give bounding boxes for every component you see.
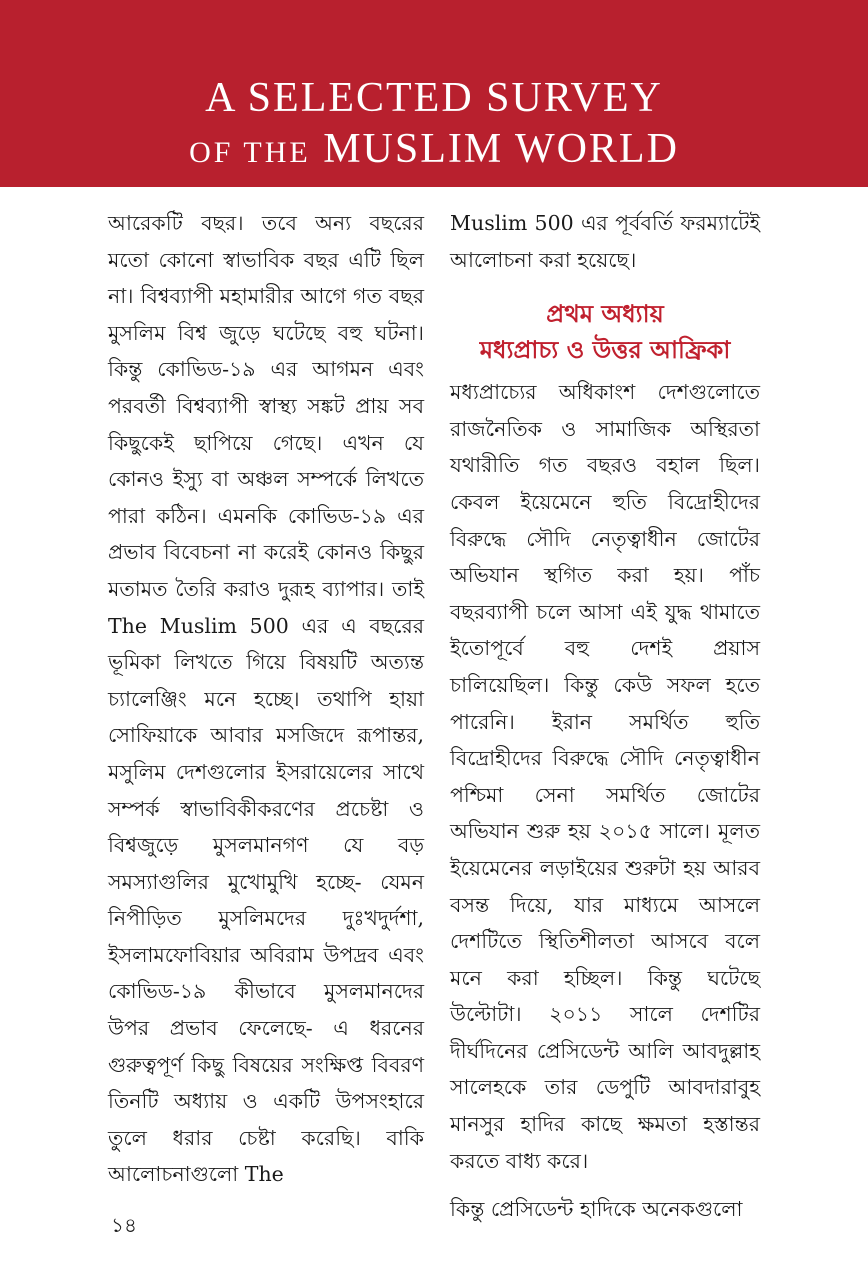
header-title-small-caps: OF THE [189,136,311,169]
chapter-title: প্রথম অধ্যায় [546,299,664,329]
header-title-large: MUSLIM WORLD [323,126,679,172]
body-paragraph: কিন্তু প্রেসিডেন্ট হাদিকে অনেকগুলো [450,1197,743,1222]
header-banner [0,0,868,187]
left-column [108,205,424,1193]
page-number: ১৪ [111,1213,137,1237]
header-title-line2 [0,125,868,177]
right-column [450,205,760,1228]
body-paragraph: আরেকটি বছর। তবে অন্য বছরের মতো কোনো স্বাভাবিক বছর এটি ছিল না। বিশ্বব্যাপী মহামারীর আগে গত বছর মুসলিম বিশ্ব জুড়ে ঘটেছে বহু ঘটনা। কিন্তু কোভিড-১৯ এর আগমন এবং পরবর্তী বিশ্বব্যাপী স্বাস্থ্য সঙ্কট প্রায় সব কিছুকেই ছাপিয়ে গেছে। এখন যে কোনও ইস্যু বা অঞ্চল সম্পর্কে লিখতে পারা কঠিন। এমনকি কোভিড-১৯ এর প্রভাব বিবেচনা না করেই কোনও কিছুর মতামত তৈরি করাও দুরূহ ব্যাপার। তাই The Muslim 500 এর এ বছরের ভূমিকা লিখতে গিয়ে বিষয়টি অত্যন্ত চ্যালেঞ্জিং মনে হচ্ছে। তথাপি হায়া সোফিয়াকে আবার মসজিদে রূপান্তর, মসুলিম দেশগুলোর ইসরায়েলের সাথে সম্পর্ক স্বাভাবিকীকরণের প্রচেষ্টা ও বিশ্বজুড়ে মুসলমানগণ যে বড় সমস্যাগুলির মুখোমুখি হচ্ছে- যেমন নিপীড়িত মুসলিমদের দুঃখদুর্দশা, ইসলামফোবিয়ার অবিরাম উপদ্রব এবং কোভিড-১৯ কীভাবে মুসলমানদের উপর প্রভাব ফেলেছে- এ ধরনের গুরুত্বপূর্ণ কিছু বিষয়ের সংক্ষিপ্ত বিবরণ তিনটি অধ্যায় ও একটি উপসংহারে তুলে ধরার চেষ্টা করেছি। বাকি আলোচনাগুলো The [108,211,424,1187]
continued-paragraph: Muslim 500 এর পূর্ববর্তি ফরম্যাটেই আলোচনা করা হয়েছে। [450,211,760,272]
chapter-heading [450,296,760,368]
chapter-subtitle: মধ্যপ্রাচ্য ও উত্তর আফ্রিকা [479,335,731,365]
body-paragraph: মধ্যপ্রাচ্যের অধিকাংশ দেশগুলোতে রাজনৈতিক ও সামাজিক অস্থিরতা যথারীতি গত বছরও বহাল ছিল। কেবল ইয়েমেনে হুতি বিদ্রোহীদের বিরুদ্ধে সৌদি নেতৃত্বাধীন জোটের অভিযান স্থগিত করা হয়। পাঁচ বছরব্যাপী চলে আসা এই যুদ্ধ থামাতে ইতোপূর্বে বহু দেশই প্রয়াস চালিয়েছিল। কিন্তু কেউ সফল হতে পারেনি। ইরান সমর্থিত হুতি বিদ্রোহীদের বিরুদ্ধে সৌদি নেতৃত্বাধীন পশ্চিমা সেনা সমর্থিত জোটের অভিযান শুরু হয় ২০১৫ সালে। মূলত ইয়েমেনের লড়াইয়ের শুরুটা হয় আরব বসন্ত দিয়ে, যার মাধ্যমে আসলে দেশটিতে স্থিতিশীলতা আসবে বলে মনে করা হচ্ছিল। কিন্তু ঘটেছে উল্টোটা। ২০১১ সালে দেশটির দীর্ঘদিনের প্রেসিডেন্ট আলি আবদুল্লাহ সালেহকে তার ডেপুটি আবদারাবুহ মানসুর হাদির কাছে ক্ষমতা হস্তান্তর করতে বাধ্য করে। [450,380,760,1173]
header-title-line1: A SELECTED SURVEY [205,75,663,121]
